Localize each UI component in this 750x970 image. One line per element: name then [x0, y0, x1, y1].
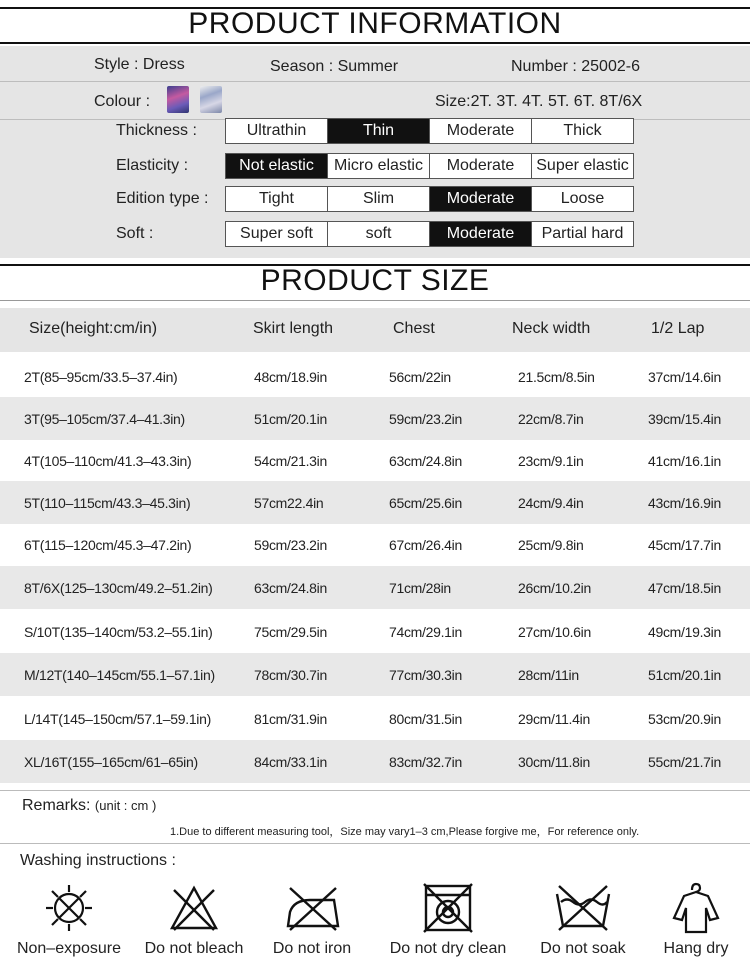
- soft-option[interactable]: soft: [328, 222, 430, 246]
- half-lap-cell: 51cm/20.1in: [648, 667, 721, 683]
- chest-cell: 56cm/22in: [389, 369, 451, 385]
- half-lap-cell: 41cm/16.1in: [648, 453, 721, 469]
- thickness-options: [225, 118, 634, 144]
- wash-no-iron: [262, 882, 362, 958]
- chest-cell: 67cm/26.4in: [389, 537, 462, 553]
- size-cell: 2T(85–95cm/33.5–37.4in): [24, 369, 178, 385]
- soft-option[interactable]: Super soft: [226, 222, 328, 246]
- half-lap-cell: 39cm/15.4in: [648, 411, 721, 427]
- header-half-lap: 1/2 Lap: [651, 320, 705, 337]
- table-row: [0, 523, 750, 566]
- soft-option[interactable]: Moderate: [430, 222, 532, 246]
- size-cell: XL/16T(155–165cm/61–65in): [24, 754, 198, 770]
- size-table-header: [0, 308, 750, 352]
- chest-cell: 80cm/31.5in: [389, 711, 462, 727]
- non-exposure-label: Non–exposure: [16, 940, 122, 957]
- chest-cell: 59cm/23.2in: [389, 411, 462, 427]
- header-neck-width: Neck width: [512, 320, 591, 337]
- chest-cell: 65cm/25.6in: [389, 495, 462, 511]
- header-bottom-rule: [0, 42, 750, 44]
- thickness-option[interactable]: Moderate: [430, 119, 532, 143]
- number-text: Number : 25002-6: [511, 58, 640, 75]
- table-row: [0, 610, 750, 653]
- table-row: [0, 397, 750, 440]
- size-cell: 8T/6X(125–130cm/49.2–51.2in): [24, 580, 213, 596]
- soft-option[interactable]: Partial hard: [541, 225, 624, 242]
- table-row: [0, 653, 750, 696]
- skirt-length-cell: 57cm22.4in: [254, 495, 324, 511]
- soft-options: [225, 221, 634, 247]
- wash-no-dry-clean: [382, 882, 514, 958]
- remarks-label: Remarks:: [22, 797, 91, 814]
- table-row: [0, 355, 750, 398]
- skirt-length-cell: 84cm/33.1in: [254, 754, 327, 770]
- skirt-length-cell: 51cm/20.1in: [254, 411, 327, 427]
- half-lap-cell: 53cm/20.9in: [648, 711, 721, 727]
- elasticity-options: [225, 153, 634, 179]
- chest-cell: 74cm/29.1in: [389, 624, 462, 640]
- skirt-length-cell: 81cm/31.9in: [254, 711, 327, 727]
- product-size-header: [0, 262, 750, 304]
- product-info-panel: [0, 46, 750, 258]
- size-cell: 6T(115–120cm/45.3–47.2in): [24, 537, 192, 553]
- neck-width-cell: 25cm/9.8in: [518, 537, 584, 553]
- elasticity-option[interactable]: Moderate: [430, 154, 532, 178]
- chest-cell: 83cm/32.7in: [389, 754, 462, 770]
- header-chest: Chest: [393, 320, 435, 337]
- edition-type-option[interactable]: Slim: [328, 187, 430, 211]
- skirt-length-cell: 75cm/29.5in: [254, 624, 327, 640]
- no-dry-clean-label: Do not dry clean: [389, 940, 507, 957]
- no-iron-label: Do not iron: [272, 940, 352, 957]
- half-lap-cell: 45cm/17.7in: [648, 537, 721, 553]
- hang-dry-icon: [668, 882, 724, 934]
- no-dry-clean-icon: [418, 882, 478, 934]
- neck-width-cell: 21.5cm/8.5in: [518, 369, 595, 385]
- remarks-section: [0, 790, 750, 844]
- chest-cell: 71cm/28in: [389, 580, 451, 596]
- size-cell: 4T(105–110cm/41.3–43.3in): [24, 453, 192, 469]
- no-iron-icon: [280, 882, 344, 934]
- style-text: Style : Dress: [94, 56, 185, 73]
- edition-type-option[interactable]: Loose: [560, 190, 605, 207]
- wash-no-bleach: [138, 882, 250, 958]
- colour-swatch-purple[interactable]: [167, 86, 189, 113]
- header-skirt-length: Skirt length: [253, 320, 334, 337]
- chest-cell: 63cm/24.8in: [389, 453, 462, 469]
- size-cell: 3T(95–105cm/37.4–41.3in): [24, 411, 185, 427]
- thickness-option[interactable]: Thick: [563, 122, 602, 139]
- neck-width-cell: 26cm/10.2in: [518, 580, 591, 596]
- half-lap-cell: 49cm/19.3in: [648, 624, 721, 640]
- wash-hang-dry: [652, 882, 740, 958]
- remarks-unit: (unit : cm ): [94, 798, 157, 813]
- skirt-length-cell: 63cm/24.8in: [254, 580, 327, 596]
- size-header-bottom-rule: [0, 300, 750, 301]
- wash-non-exposure: [8, 882, 130, 958]
- hang-dry-label: Hang dry: [663, 940, 729, 957]
- info-row-basic: [0, 48, 750, 82]
- half-lap-cell: 43cm/16.9in: [648, 495, 721, 511]
- table-row: [0, 740, 750, 783]
- half-lap-cell: 55cm/21.7in: [648, 754, 721, 770]
- neck-width-cell: 24cm/9.4in: [518, 495, 584, 511]
- season-text: Season : Summer: [270, 58, 399, 75]
- thickness-option[interactable]: Thin: [328, 119, 430, 143]
- no-soak-label: Do not soak: [540, 940, 626, 957]
- table-row: [0, 566, 750, 609]
- elasticity-label: Elasticity :: [116, 157, 189, 174]
- colour-swatch-white[interactable]: [200, 86, 222, 113]
- size-cell: M/12T(140–145cm/55.1–57.1in): [24, 667, 215, 683]
- neck-width-cell: 28cm/11in: [518, 667, 579, 683]
- neck-width-cell: 30cm/11.8in: [518, 754, 590, 770]
- table-row: [0, 481, 750, 524]
- skirt-length-cell: 54cm/21.3in: [254, 453, 327, 469]
- thickness-option[interactable]: Ultrathin: [226, 119, 328, 143]
- half-lap-cell: 47cm/18.5in: [648, 580, 721, 596]
- size-cell: 5T(110–115cm/43.3–45.3in): [24, 495, 191, 511]
- edition-type-label: Edition type :: [116, 190, 209, 207]
- available-sizes-text: Size:2T. 3T. 4T. 5T. 6T. 8T/6X: [435, 93, 643, 110]
- table-row: [0, 697, 750, 740]
- skirt-length-cell: 78cm/30.7in: [254, 667, 327, 683]
- non-exposure-icon: [39, 882, 99, 934]
- size-cell: L/14T(145–150cm/57.1–59.1in): [24, 711, 211, 727]
- elasticity-option[interactable]: Micro elastic: [328, 154, 430, 178]
- edition-type-option[interactable]: Moderate: [430, 187, 532, 211]
- no-soak-icon: [551, 882, 615, 934]
- skirt-length-cell: 48cm/18.9in: [254, 369, 327, 385]
- edition-type-options: [225, 186, 634, 212]
- remarks-note: 1.Due to different measuring tool，Size may vary1–3 cm,Please forgive me，For reference only.: [170, 826, 640, 838]
- no-bleach-icon: [164, 882, 224, 934]
- chest-cell: 77cm/30.3in: [389, 667, 462, 683]
- neck-width-cell: 23cm/9.1in: [518, 453, 584, 469]
- colour-label: Colour :: [94, 93, 151, 110]
- header-size: Size(height:cm/in): [29, 320, 158, 337]
- product-size-title: PRODUCT SIZE: [260, 264, 490, 297]
- wash-no-soak: [528, 882, 638, 958]
- info-row-colour: [0, 82, 750, 120]
- washing-instructions-title: Washing instructions :: [20, 852, 176, 869]
- table-row: [0, 439, 750, 482]
- elasticity-option[interactable]: Super elastic: [536, 157, 629, 174]
- size-cell: S/10T(135–140cm/53.2–55.1in): [24, 624, 213, 640]
- skirt-length-cell: 59cm/23.2in: [254, 537, 327, 553]
- thickness-label: Thickness :: [116, 122, 197, 139]
- neck-width-cell: 22cm/8.7in: [518, 411, 584, 427]
- half-lap-cell: 37cm/14.6in: [648, 369, 721, 385]
- soft-label: Soft :: [116, 225, 154, 242]
- product-information-header: [0, 0, 750, 46]
- product-information-title: PRODUCT INFORMATION: [188, 7, 562, 40]
- elasticity-option[interactable]: Not elastic: [226, 154, 328, 178]
- neck-width-cell: 27cm/10.6in: [518, 624, 591, 640]
- no-bleach-label: Do not bleach: [144, 940, 244, 957]
- neck-width-cell: 29cm/11.4in: [518, 711, 590, 727]
- edition-type-option[interactable]: Tight: [226, 187, 328, 211]
